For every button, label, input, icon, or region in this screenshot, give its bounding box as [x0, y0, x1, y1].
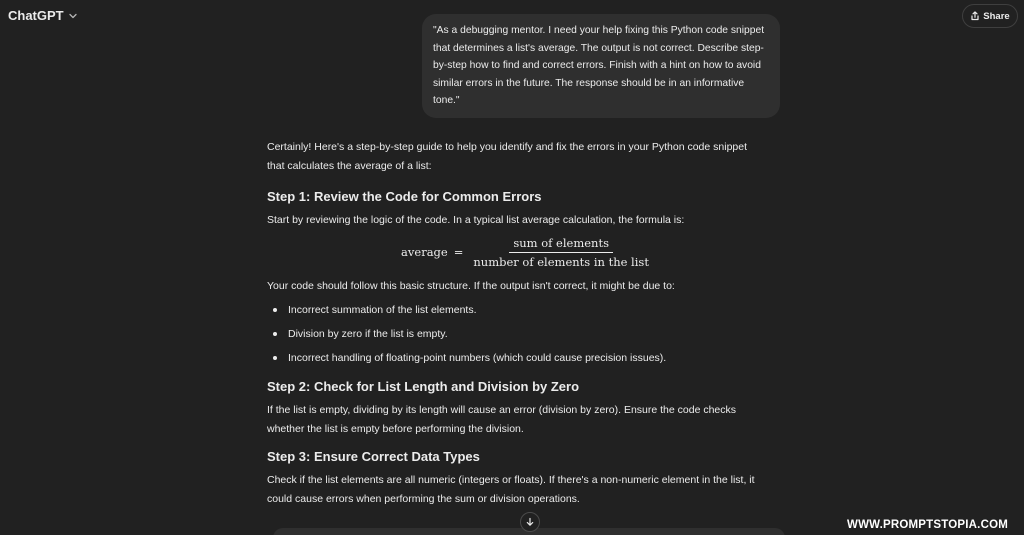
model-selector[interactable] — [8, 8, 78, 23]
step3-heading: Step 3: Ensure Correct Data Types — [267, 449, 480, 464]
response-intro: Certainly! Here's a step-by-step guide to help you identify and fix the errors in your Python code snippet that calculates the average of a list: — [267, 141, 748, 172]
formula-equals: = — [453, 245, 464, 259]
formula-fraction — [469, 236, 653, 269]
step2-heading: Step 2: Check for List Length and Division by Zero — [267, 379, 580, 394]
step1-after-text: Your code should follow this basic structure. If the output isn't correct, it might be due to: — [267, 279, 675, 292]
arrow-down-icon — [525, 517, 535, 527]
user-message-text: "As a debugging mentor. I need your help fixing this Python code snippet that determines a list's average. The output is not correct. Describe step-by-step how to find and correct errors. Finish with a hint on how to avoid similar errors in the future. The response should be in an informative tone." — [433, 25, 765, 107]
step1-text: Start by reviewing the logic of the code. In a typical list average calculation, the formula is: — [267, 214, 685, 226]
formula-numerator: sum of elements — [509, 236, 613, 253]
chevron-down-icon — [68, 11, 78, 21]
share-label: Share — [983, 10, 1010, 22]
list-item: Incorrect summation of the list elements. — [267, 298, 767, 322]
list-item: Incorrect handling of floating-point numbers (which could cause precision issues). — [267, 346, 767, 370]
step1-bullet-list — [267, 298, 767, 370]
formula-denominator: number of elements in the list — [473, 254, 649, 269]
watermark: WWW.PROMPTSTOPIA.COM — [847, 519, 1008, 531]
assistant-response — [267, 138, 767, 508]
share-icon — [970, 11, 980, 21]
step2-text: If the list is empty, dividing by its length will cause an error (division by zero). Ensure the code checks whether the list is empty before performing the division. — [267, 404, 737, 435]
list-item: Division by zero if the list is empty. — [267, 322, 767, 346]
step3-text: Check if the list elements are all numeric (integers or floats). If there's a non-numeric element in the list, it could cause errors when performing the sum or division operations. — [267, 474, 755, 505]
formula-lhs: average — [401, 245, 448, 259]
user-message-bubble — [422, 14, 780, 118]
average-formula — [287, 236, 767, 269]
scroll-to-bottom-button[interactable] — [520, 512, 540, 532]
share-button[interactable] — [962, 4, 1018, 28]
step1-heading: Step 1: Review the Code for Common Errors — [267, 189, 542, 204]
app-title: ChatGPT — [8, 8, 64, 23]
